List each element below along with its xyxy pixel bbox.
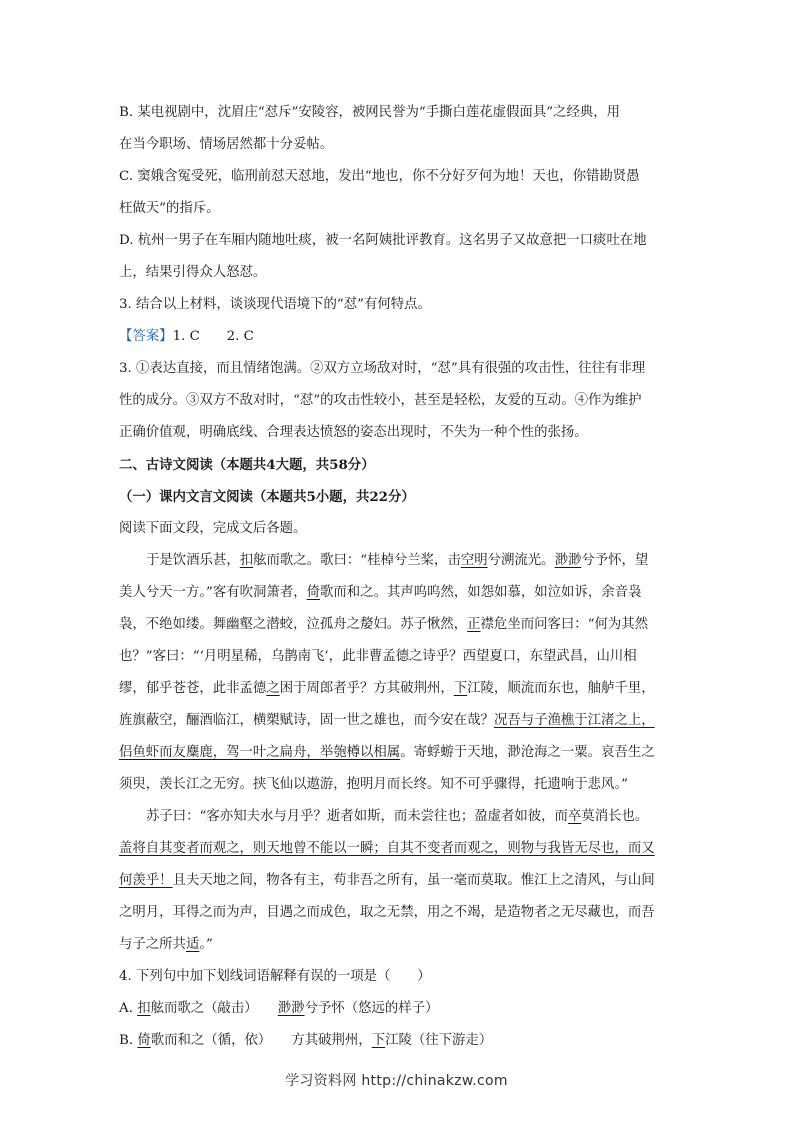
underlined-word: 倚: [306, 585, 321, 600]
text-run: 袅，不绝如缕。舞幽壑之潜蛟，泣孤舟之嫠妇。苏子愀然，: [119, 617, 468, 632]
passage-line: [146, 807, 648, 827]
text-run: 且夫天地之间，物各有主，苟非吾之所有，虽一毫而莫取。惟江上之清风，与山间: [172, 873, 655, 888]
passage-line: [119, 871, 655, 891]
passage-line: [119, 839, 655, 859]
question-4: 4. 下列句中加下划线词语解释有误的一项是（ ）: [119, 969, 431, 984]
text-run: 苏子曰：“客亦知夫水与月乎？逝者如斯，而未尝往也；盈虚者如彼，而: [146, 809, 568, 824]
text-run: 兮予怀（悠远的样子）: [304, 1001, 439, 1016]
answer-line: [119, 327, 254, 347]
text-run: 美人兮天一方。”客有吹洞箫者，: [119, 585, 307, 600]
text-run: 襟危坐而问客曰：“何为其然: [480, 617, 649, 632]
option-d-line1: D. 杭州一男子在车厢内随地吐痰，被一名阿姨批评教育。这名男子又故意把一口痰吐在地: [119, 233, 647, 248]
underlined-sentence: 侣鱼虾而友麋鹿，驾一叶之扁舟，举匏樽以相属: [119, 745, 401, 760]
reading-instruction: 阅读下面文段，完成文后各题。: [119, 521, 307, 536]
underlined-word: 扣: [239, 553, 254, 568]
passage-line: [146, 551, 648, 571]
answer-3-line2: 性的成分。③双方不敌对时，“怼”的攻击性较小，甚至是轻松，友爱的互动。④作为维护: [119, 393, 642, 408]
text-run: 缪，郁乎苍苍，此非孟德: [119, 681, 267, 696]
underlined-sentence: 况吾与子渔樵于江渚之上，: [493, 713, 655, 728]
text-run: 旌旗蔽空，酾酒临江，横槊赋诗，固一世之雄也，而今安在哉？: [119, 713, 494, 728]
passage-line: 也？”客曰：“‘月明星稀，乌鹊南飞’，此非曹孟德之诗乎？西望夏口，东望武昌，山川相: [119, 649, 637, 664]
footer-watermark: 学习资料网 http://chinakzw.com: [285, 1073, 508, 1089]
underlined-sentence: 盖将自其变者而观之，则天地曾不能以一瞬；自其不变者而观之，则物与我皆无尽也，而又: [119, 841, 655, 856]
underlined-word: 空明: [460, 553, 488, 568]
text-run: 舷而歌之（敲击）: [150, 1001, 278, 1016]
underlined-word: 下: [453, 681, 468, 696]
passage-line: [119, 935, 213, 955]
q4-option-b: [119, 1031, 492, 1051]
question-3: 3. 结合以上材料，谈谈现代语境下的“怼”有何特点。: [119, 297, 431, 312]
text-run: 舷而歌之。歌曰：“桂棹兮兰桨，击: [253, 553, 461, 568]
underlined-word: 下: [371, 1033, 386, 1048]
passage-line: [119, 711, 655, 731]
passage-line: [119, 583, 641, 603]
text-run: 江陵（往下游走）: [385, 1033, 493, 1048]
text-run: 困于周郎者乎？方其破荆州，: [279, 681, 454, 696]
option-d-line2: 上，结果引得众人怒怼。: [119, 265, 267, 280]
text-run: 兮溯流光。: [487, 553, 555, 568]
option-c-line1: C. 窦娥含冤受死，临刑前怼天怼地，发出“地也，你不分好歹何为地！天也，你错勘贤愚: [119, 169, 640, 184]
section-subheading: （一）课内文言文阅读（本题共5小题，共22分）: [119, 489, 415, 505]
text-run: 兮予怀，望: [581, 553, 649, 568]
underlined-sentence: 何羡乎！: [119, 873, 173, 888]
section-heading: 二、古诗文阅读（本题共4大题，共58分）: [119, 457, 375, 473]
underlined-word: 适: [185, 937, 200, 952]
underlined-word: 正: [467, 617, 481, 632]
text-run: B.: [119, 1033, 138, 1048]
passage-line: [119, 743, 655, 763]
text-run: 歌而和之（循，依） 方其破荆州，: [150, 1033, 372, 1048]
answer-choices: 1. C 2. C: [172, 329, 254, 344]
option-b-line2: 在当今职场、情场居然都十分妥帖。: [119, 137, 334, 152]
passage-line: 须臾，羡长江之无穷。挟飞仙以遨游，抱明月而长终。知不可乎骤得，托遗响于悲风。”: [119, 777, 628, 792]
passage-line: [119, 615, 648, 635]
answer-tag: 【答案】: [119, 329, 173, 344]
underlined-word: 之: [266, 681, 280, 696]
text-run: 莫消长也。: [581, 809, 649, 824]
underlined-word: 卒: [567, 809, 582, 824]
option-c-line2: 枉做天”的指斥。: [119, 201, 220, 216]
text-run: A.: [119, 1001, 138, 1016]
text-run: 于是饮酒乐甚，: [146, 553, 240, 568]
text-run: 。”: [199, 937, 213, 952]
text-run: 与子之所共: [119, 937, 186, 952]
underlined-word: 扣: [137, 1001, 151, 1016]
text-run: 歌而和之。其声呜呜然，如怨如慕，如泣如诉，余音袅: [320, 585, 642, 600]
text-run: 江陵，顺流而东也，舳舻千里，: [467, 681, 655, 696]
answer-3-line3: 正确价值观，明确底线、合理表达愤怒的姿态出现时，不失为一种个性的张扬。: [119, 425, 588, 440]
underlined-word: 倚: [137, 1033, 151, 1048]
underlined-word: 渺渺: [554, 553, 582, 568]
answer-3-line1: 3. ①表达直接，而且情绪饱满。②双方立场敌对时，“怼”具有很强的攻击性，往往有非理: [119, 361, 646, 376]
passage-line: 之明月，耳得之而为声，目遇之而成色，取之无禁，用之不竭，是造物者之无尽藏也，而吾: [119, 905, 655, 920]
q4-option-a: [119, 999, 438, 1019]
text-run: 。寄蜉蝣于天地，渺沧海之一粟。哀吾生之: [400, 745, 655, 760]
passage-line: [119, 679, 655, 699]
option-b-line1: B. 某电视剧中，沈眉庄“怼斥”安陵容，被网民誉为“手撕白莲花虚假面具”之经典，用: [119, 105, 621, 120]
underlined-word: 渺渺: [277, 1001, 305, 1016]
